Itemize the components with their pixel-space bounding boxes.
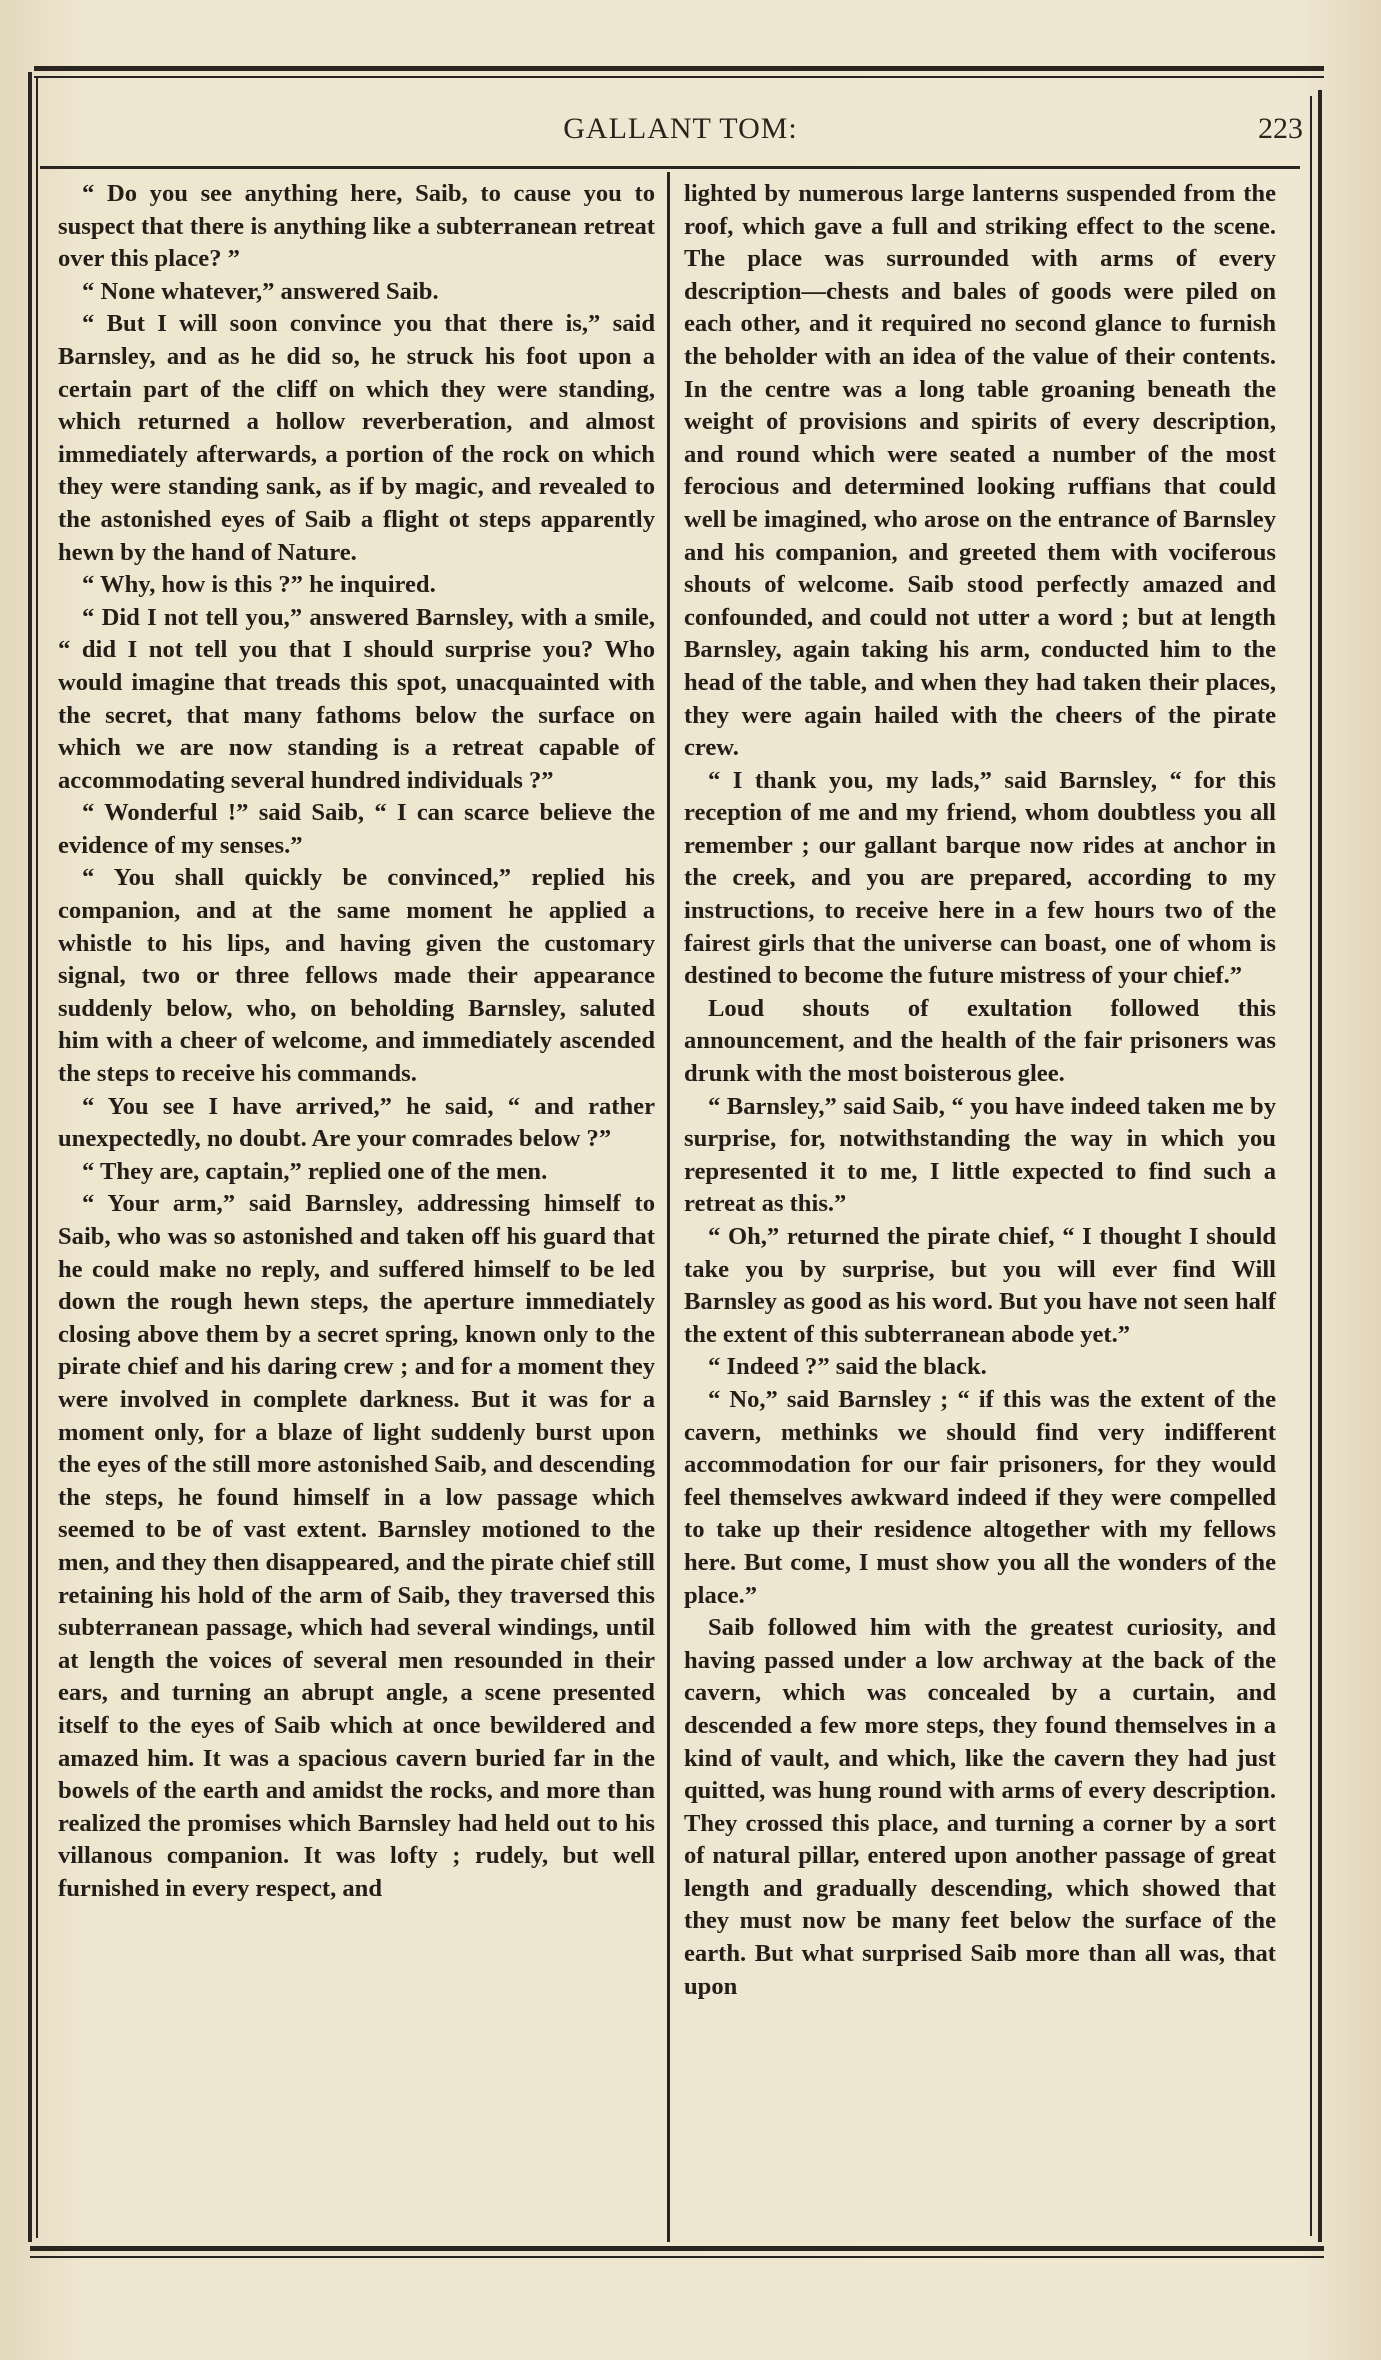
paragraph: “ They are, captain,” replied one of the men. xyxy=(82,1157,548,1185)
paragraph: “ Wonderful !” said Saib, “ I can scarce believe the evidence of my senses.” xyxy=(58,799,655,859)
paragraph: “ Your arm,” said Barnsley, addressing himself to Saib, who was so astonished and taken off his guard that he could make no reply, and suffered himself to be led down the rough hewn steps, the aperture immediately closing above them by a secret spring, known only to the pirate chief and his daring crew ; and for a moment they were involved in complete darkness. But it was for a moment only, for a blaze of light suddenly burst upon the eyes of the still more astonished Saib, and descending the steps, he found himself in a low passage which seemed to be of vast extent. Barnsley motioned to the men, and they then disappeared, and the pirate chief still retaining his hold of the arm of Saib, they traversed this subterranean passage, which had several windings, until at length the voices of several men resounded in their ears, and turning an abrupt angle, a scene presented itself to the eyes of Saib which at once bewildered and amazed him. It was a spacious cavern buried far in the bowels of the earth and amidst the rocks, and more than realized the promises which Barnsley had held out to his villanous companion. It was lofty ; rudely, but well furnished in every respect, and xyxy=(58,1190,655,1902)
paragraph: “ You see I have arrived,” he said, “ and rather unexpectedly, no doubt. Are your comrades below ?” xyxy=(58,1092,655,1153)
paragraph: “ Why, how is this ?” he inquired. xyxy=(82,571,436,599)
paragraph: Loud shouts of exultation followed this announcement, and the health of the fair prisoners was drunk with the most boisterous glee. xyxy=(684,994,1276,1088)
paragraph: Saib followed him with the greatest curiosity, and having passed under a low archway at the back of the cavern, which was concealed by a curtain, and descended a few more steps, they found themselves in a kind of vault, and which, like the cavern they had just quitted, was hung round with arms of every description. They crossed this place, and turning a corner by a sort of natural pillar, entered upon another passage of great length and gradually descending, which showed that they must now be many feet below the surface of the earth. But what surprised Saib more than all was, that upon xyxy=(684,1614,1276,2000)
page-number: 223 xyxy=(1258,112,1303,145)
top-rule-thin xyxy=(34,76,1324,78)
text-column-left xyxy=(58,178,655,2258)
paragraph: lighted by numerous large lanterns suspended from the roof, which gave a full and striking effect to the scene. The place was surrounded with arms of every description—chests and bales of goods were piled on each other, and it required no second glance to furnish the beholder with an idea of the value of their contents. In the centre was a long table groaning beneath the weight of provisions and spirits of every description, and round which were seated a number of the most ferocious and determined looking ruffians that could well be imagined, who arose on the entrance of Barnsley and his companion, and greeted them with vociferous shouts of welcome. Saib stood perfectly amazed and confounded, and could not utter a word ; but at length Barnsley, again taking his arm, conducted him to the head of the table, and when they had taken their places, they were again hailed with the cheers of the pirate crew. xyxy=(684,180,1276,762)
paragraph: “ Do you see anything here, Saib, to cause you to suspect that there is anything like a subterranean retreat over this place? ” xyxy=(58,180,655,273)
left-border xyxy=(28,72,32,2242)
running-title: GALLANT TOM: xyxy=(563,112,798,145)
top-rule xyxy=(34,66,1324,71)
text-column-right xyxy=(684,178,1276,2258)
paragraph: “ Oh,” returned the pirate chief, “ I thought I should take you by surprise, but you will ever find Will Barnsley as good as his word. But you have not seen half the extent of this subterranean abode yet.” xyxy=(684,1223,1276,1348)
paragraph: “ None whatever,” answered Saib. xyxy=(82,277,439,305)
column-divider xyxy=(667,172,670,2242)
paragraph: “ Indeed ?” said the black. xyxy=(708,1353,987,1381)
paragraph: “ You shall quickly be convinced,” replied his companion, and at the same moment he applied a whistle to his lips, and having given the customary signal, two or three fellows made their appearance suddenly below, who, on beholding Barnsley, saluted him with a cheer of welcome, and immediately ascended the steps to receive his commands. xyxy=(58,864,655,1088)
paragraph: “ But I will soon convince you that there is,” said Barnsley, and as he did so, he struck his foot upon a certain part of the cliff on which they were standing, which returned a hollow reverberation, and almost immediately afterwards, a portion of the rock on which they were standing sank, as if by magic, and revealed to the astonished eyes of Saib a flight ot steps apparently hewn by the hand of Nature. xyxy=(58,310,655,566)
left-border-thin xyxy=(36,78,38,2238)
header-rule xyxy=(40,166,1300,169)
paragraph: “ No,” said Barnsley ; “ if this was the extent of the cavern, methinks we should find very indifferent accommodation for our fair prisoners, for they would feel themselves awkward indeed if they were compelled to take up their residence altogether with my fellows here. But come, I must show you all the wonders of the place.” xyxy=(684,1385,1276,1609)
paragraph: “ I thank you, my lads,” said Barnsley, “ for this reception of me and my friend, whom doubtless you all remember ; our gallant barque now rides at anchor in the creek, and you are prepared, according to my instructions, to receive here in a few hours two of the fairest girls that the universe can boast, one of whom is destined to become the future mistress of your chief.” xyxy=(684,766,1276,990)
right-border xyxy=(1318,90,1322,2242)
running-header xyxy=(40,104,1321,164)
right-border-thin xyxy=(1310,96,1312,2236)
paragraph: “ Barnsley,” said Saib, “ you have indeed taken me by surprise, for, notwithstanding the way in which you represented it to me, I little expected to find such a retreat as this.” xyxy=(684,1092,1276,1218)
paragraph: “ Did I not tell you,” answered Barnsley, with a smile, “ did I not tell you that I should surprise you? Who would imagine that treads this spot, unacquainted with the secret, that many fathoms below the surface on which we are now standing is a retreat capable of accommodating several hundred individuals ?” xyxy=(58,603,655,794)
